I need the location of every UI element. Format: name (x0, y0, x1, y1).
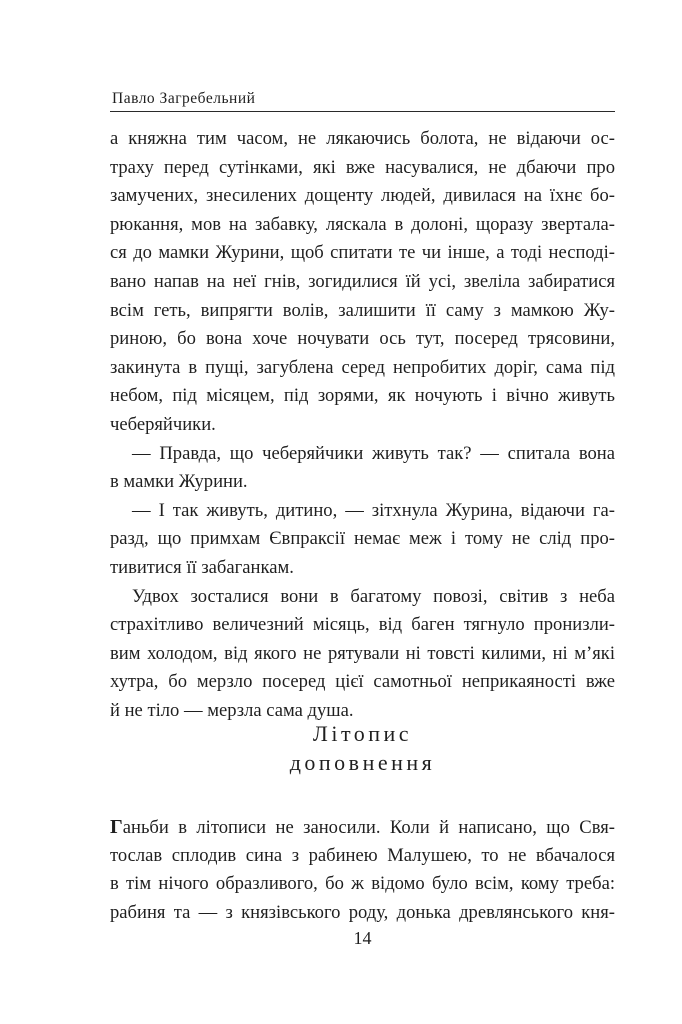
text-line-first (110, 813, 615, 842)
text-line: в тім нічого образливого, бо ж відомо було всім, кому треба: (110, 873, 615, 895)
text-line: вим холодом, від якого не рятували ні товсті килими, ні м’які (110, 642, 615, 664)
running-head-author: Павло Загребельний (112, 90, 256, 107)
header-rule (110, 111, 615, 112)
text-line: хутра, бо мерзло посеред цієї самотньої неприкаяності вже (110, 671, 615, 693)
text-line: небом, під місяцем, під зорями, як ночують і вічно живуть (110, 385, 615, 407)
section-title (110, 719, 615, 777)
body-text-bottom (110, 813, 615, 927)
page-number: 14 (353, 928, 372, 948)
body-text-top (110, 125, 615, 725)
text-line: страхітливо величезний місяць, від баген тягнуло пронизли- (110, 614, 615, 636)
text-line: рабиня та — з князівського роду, донька древлянського кня- (110, 901, 615, 923)
text-line: ся до мамки Журини, щоб спитати те чи інше, а тоді несподі- (110, 242, 615, 264)
text-line: в мамки Журини. (110, 471, 248, 493)
text-line: рюкання, мов на забавку, ляскала в долоні, щоразу звертала- (110, 213, 615, 235)
text-line: тослав сплодив сина з рабинею Малушею, то не вбачалося (110, 844, 615, 866)
text-line: тивитися її забаганкам. (110, 556, 294, 578)
drop-cap: Г (110, 816, 123, 838)
section-title-line-1: Літопис (312, 721, 413, 746)
text-line: вано напав на неї гнів, зогидилися їй усі, звеліла забиратися (110, 270, 615, 292)
text-line: — Правда, що чеберяйчики живуть так? — спитала вона (132, 442, 615, 464)
text-line: а княжна тим часом, не лякаючись болота, не відаючи ос- (110, 128, 615, 149)
text-line: чеберяйчики. (110, 413, 216, 435)
text-line: разд, що примхам Євпраксії немає меж і тому не слід про- (110, 528, 615, 550)
text-line: траху перед сутінками, які вже насувалися, не дбаючи про (110, 156, 615, 178)
text-line: Удвох зосталися вони в багатому повозі, світив з неба (132, 585, 615, 607)
first-line-text: аньби в літописи не заносили. Коли й написано, що Свя- (122, 817, 615, 838)
text-line: закинута в пущі, загублена серед непробитих доріг, сама під (110, 356, 615, 378)
text-line: й не тіло — мерзла сама душа. (110, 699, 354, 721)
section-title-line-2: доповнення (289, 750, 436, 775)
text-line: замучених, знесилених дощенту людей, дивилася на їхнє бо- (110, 185, 615, 207)
text-line: всім геть, випрягти волів, залишити її саму з мамкою Жу- (110, 299, 615, 321)
text-line: риною, бо вона хоче ночувати ось тут, посеред трясовини, (110, 328, 615, 350)
text-line: — І так живуть, дитино, — зітхнула Журина, відаючи га- (132, 499, 615, 521)
